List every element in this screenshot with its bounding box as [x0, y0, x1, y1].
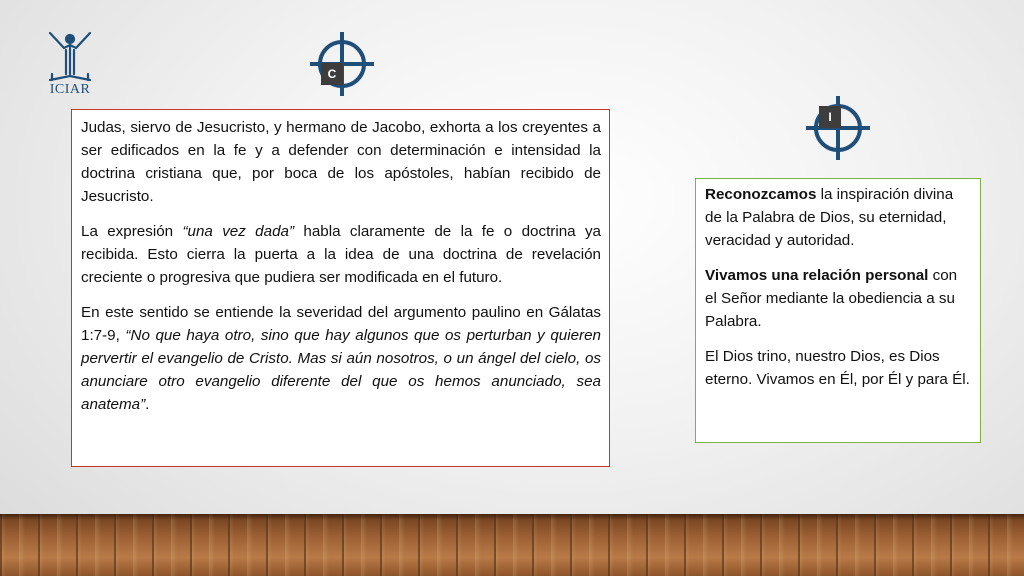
logo-text: ICIAR	[49, 82, 91, 97]
crosshair-letter-c: C	[321, 63, 343, 85]
paragraph-1: Judas, siervo de Jesucristo, y hermano de Jacobo, exhorta a los creyentes a ser edificados en la fe y a defender con determinación e intensidad la doctrina cristiana que, por boca de los apóstoles, habían recibido de Jesucristo.	[81, 119, 601, 205]
commentary-box	[71, 109, 610, 467]
application-2: Vivamos una relación personal con el Señor mediante la obediencia a su Palabra.	[705, 267, 958, 330]
paragraph-3: En este sentido se entiende la severidad del argumento paulino en Gálatas 1:7-9, “No que haya otro, sino que hay algunos que os perturban y quieren pervertir el evangelio de Cristo. Mas si aún nosotros, o un ángel del cielo, os anunciare otro evangelio diferente del que os hemos anunciado, sea anatema”.	[81, 304, 602, 413]
application-box	[695, 178, 981, 443]
wood-floor	[0, 514, 1024, 576]
crosshair-letter-i: I	[819, 106, 841, 128]
crosshair-icon	[803, 93, 873, 163]
paragraph-2: La expresión “una vez dada” habla claramente de la fe o doctrina ya recibida. Esto cierra la puerta a la idea de una doctrina de revelación creciente o progresiva que pudiera ser modificada en el futuro.	[81, 223, 601, 286]
application-3: El Dios trino, nuestro Dios, es Dios eterno. Vivamos en Él, por Él y para Él.	[705, 348, 970, 388]
crosshair-i	[803, 93, 873, 163]
crosshair-c	[307, 29, 377, 99]
application-1: Reconozcamos la inspiración divina de la Palabra de Dios, su eternidad, veracidad y autoridad.	[705, 186, 954, 249]
